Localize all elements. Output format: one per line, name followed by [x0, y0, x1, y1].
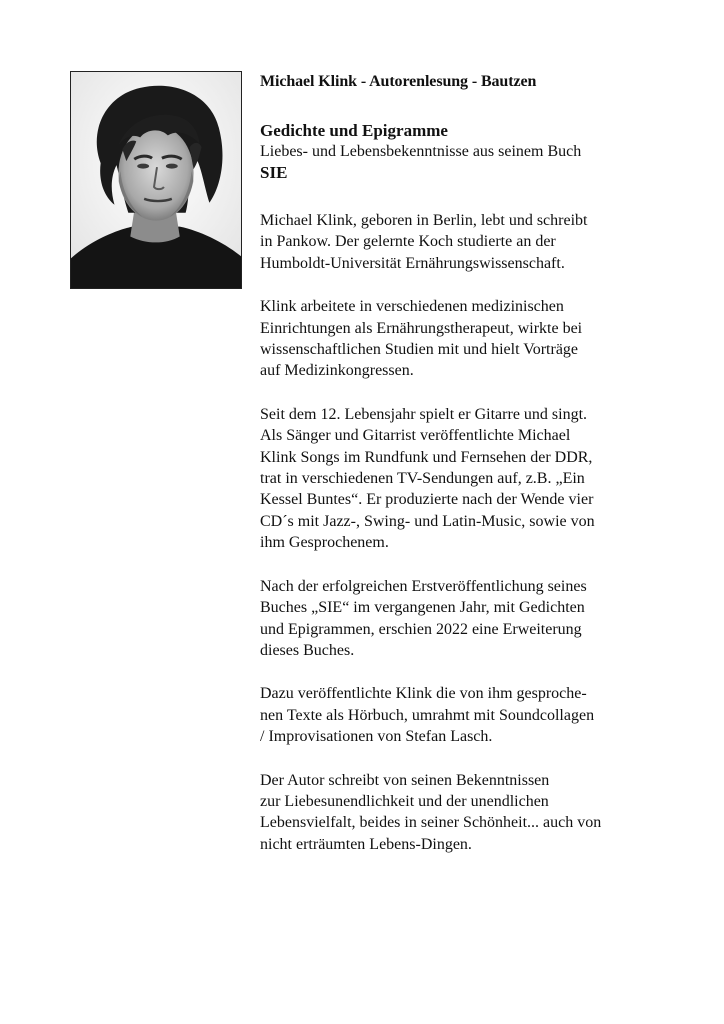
- bio-paragraph: Michael Klink, geboren in Berlin, lebt und schreibt in Pankow. Der gelernte Koch studierte an der Humboldt-Universität Ernährungswissenschaft.: [260, 212, 588, 272]
- bio-paragraph: Nach der erfolgreichen Erstveröffentlichung seines Buches „SIE“ im vergangenen Jahr, mit Gedichten und Epigrammen, erschien 2022 eine Erweiterung dieses Buches.: [260, 577, 587, 659]
- bio-paragraph: Der Autor schreibt von seinen Bekenntnissen zur Liebesunendlichkeit und der unendlichen Lebensvielfalt, beides in seiner Schönheit... auch von nicht erträumten Lebens-Dingen.: [260, 771, 602, 853]
- bio-paragraph: Klink arbeitete in verschiedenen medizinischen Einrichtungen als Ernährungstherapeut, wirkte bei wissenschaftlichen Studien mit und hielt Vorträge auf Medizinkongressen.: [260, 298, 583, 380]
- author-photo: [70, 71, 242, 289]
- bio-paragraph: Dazu veröffentlichte Klink die von ihm gesproche- nen Texte als Hörbuch, umrahmt mit Soundcollagen / Improvisationen von Stefan Lasch.: [260, 685, 595, 746]
- page-title: Michael Klink - Autorenlesung - Bautzen: [260, 73, 537, 90]
- author-portrait-icon: [71, 72, 241, 288]
- subtitle: Liebes- und Lebensbekenntnisse aus seinem Buch: [260, 143, 582, 160]
- bio-paragraph: Seit dem 12. Lebensjahr spielt er Gitarre und singt. Als Sänger und Gitarrist veröffentlichte Michael Klink Songs im Rundfunk und Fernsehen der DDR, trat in verschiedenen TV-Sendungen auf, z.B. „Ein Kessel Buntes“. Er produzierte nach der Wende vier CD´s mit Jazz-, Swing- und Latin-Music, sowie von ihm Gesprochenem.: [260, 405, 595, 552]
- section-heading: Gedichte und Epigramme: [260, 121, 448, 140]
- text-column: [260, 72, 680, 855]
- book-title: SIE: [260, 163, 288, 182]
